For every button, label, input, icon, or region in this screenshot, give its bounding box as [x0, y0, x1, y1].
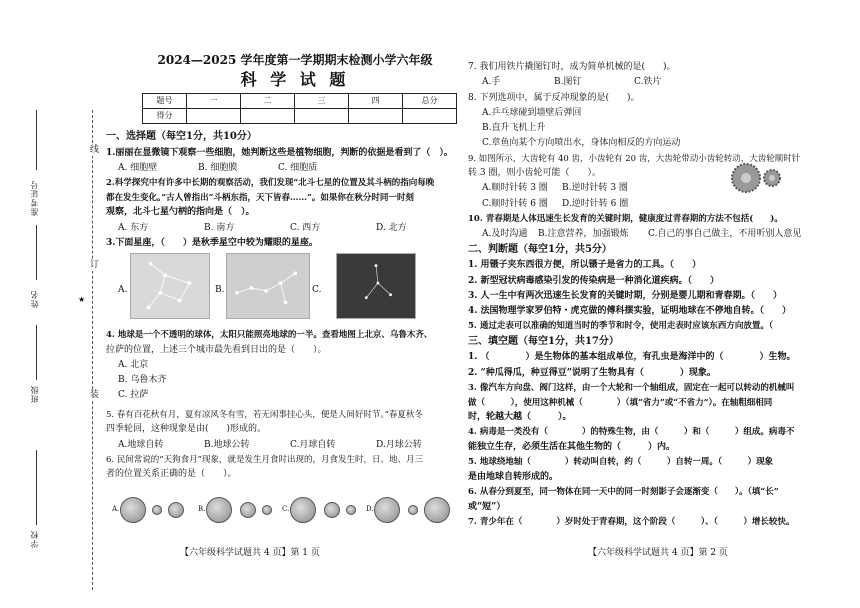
judge-4: 4. 法国物理学家罗伯特・虎克做的傅科摆实验，证明地球在不停地自转。（ ）: [468, 306, 792, 316]
question-4-line1: 4. 地球是一个不透明的球体，太阳只能照亮地球的一半。查看地图上北京、乌鲁木齐、: [106, 330, 433, 340]
fill-4-line1: 4. 病毒是一类没有（ ）的特殊生物，由（ ）和（ ）组成。病毒不: [468, 427, 795, 438]
score-cell: [403, 109, 457, 124]
question-6-line2: 者的位置关系正确的是（ ）。: [106, 469, 237, 480]
option: B.图钉: [554, 77, 582, 88]
section-judge-title: 二、判断题（每空1分，共5分）: [468, 243, 612, 255]
q9-options-row1: [468, 183, 853, 194]
exam-no-label: 准考证号: [30, 180, 39, 216]
judge-2: 2. 新型冠状病毒感染引发的传染病是一种消化道疾病。（ ）: [468, 275, 720, 286]
score-cell: [187, 109, 241, 124]
q6-label-b: B.: [198, 505, 206, 513]
question-5-line1: 5. 春有百花秋有月，夏有凉风冬有雪，若无闲事挂心头，便是人间好时节。”春夏秋冬: [106, 409, 423, 420]
judge-3: 3. 人一生中有两次迅速生长发育的关键时期，分别是婴儿期和青春期。（ ）: [468, 290, 783, 301]
sun-icon: [374, 497, 400, 523]
earth-icon: [290, 497, 316, 523]
score-cell: 题号: [143, 94, 187, 109]
q4-option-a: A. 北京: [118, 359, 149, 370]
question-6-line1: 6. 民间常说的“天狗食月”现象，就是发生月食时出现的，月食发生时，日、地、月三: [106, 454, 424, 465]
option: C.自己的事自己做主，不用听别人意见: [648, 228, 802, 239]
binding-dash-line: [92, 110, 93, 590]
score-cell: [241, 109, 295, 124]
judge-5: 5. 通过走表可以准确的知道当时的季节和时令，使用走表时应该东西方向放置。（: [468, 321, 774, 332]
question-2-line3: 观察，北斗七星勺柄的指向是（ ）。: [106, 207, 255, 218]
score-cell: [349, 109, 403, 124]
fill-3-line2: 做（ ），使用这种机械（ ）（填“省力”或“不省力”）。在轴粗细相同: [468, 397, 773, 408]
q4-option-b: B. 乌鲁木齐: [118, 375, 167, 386]
score-cell: 一: [187, 94, 241, 109]
question-2-line2: 都在发生变化。”古人曾指出“斗柄东指，天下皆春……”。如果你在秋分时同一时刻: [106, 192, 414, 203]
score-cell: 四: [349, 94, 403, 109]
school-line: [36, 450, 37, 525]
binding-margin: [0, 0, 100, 608]
q7-options: [468, 77, 853, 88]
question-7: 7. 我们用铁片撬图钉时，成为简单机械的是( )。: [468, 62, 676, 72]
small-gear-icon: [762, 168, 782, 188]
class-line: [36, 325, 37, 380]
earth-icon: [168, 502, 184, 518]
fill-5-line2: 是由地球自转形成的。: [468, 471, 559, 482]
footer-page-1: 【六年级科学试题共 4 页】第 1 页: [180, 548, 320, 558]
option: C.顺时针转 6 圈: [482, 198, 548, 209]
question-2-line1: 2.科学探究中有许多中长期的观察活动，我们发现“北斗七星的位置及其斗柄的指向每晚: [106, 178, 435, 188]
q2-options: [106, 223, 456, 234]
score-table: [142, 93, 457, 124]
option: B.地球公转: [204, 439, 250, 450]
bind-char-3: 装: [90, 390, 100, 400]
q6-label-a: A.: [112, 505, 120, 513]
option: A. 东方: [118, 222, 149, 233]
fill-7: 7. 青少年在（ ）岁时处于青春期，这个阶段（ ）、（ ）增长较快。: [468, 517, 795, 527]
q4-option-c: C. 拉萨: [118, 390, 149, 401]
moon-icon: [408, 505, 418, 515]
option: C.月球自转: [290, 439, 336, 450]
fill-3-line3: 时，轮越大越（ ）。: [468, 412, 572, 423]
question-8: 8. 下列选项中，属于反冲现象的是( )。: [468, 92, 640, 103]
q10-options: [468, 229, 853, 240]
fill-3-line1: 3. 像汽车方向盘、阀门这样，由一个大轮和一个轴组成，固定在一起可以转动的机械叫: [468, 382, 795, 393]
q8-option-a: A.乒乓球碰到墙壁后弹回: [482, 107, 582, 118]
score-header-row: [143, 94, 457, 109]
question-4-line2: 拉萨的位置，上述三个城市最先看到日出的是（ ）。: [106, 344, 327, 355]
option: A.手: [482, 77, 501, 88]
option: B.逆时针转 3 圈: [562, 183, 628, 194]
fill-1: 1. （ ）是生物体的基本组成单位，有孔虫是海洋中的（ ）生物。: [468, 352, 796, 363]
q5-options: [106, 440, 456, 451]
q3-label-a: A.: [118, 285, 128, 295]
footer-page-2: 【六年级科学试题共 4 页】第 2 页: [588, 548, 728, 558]
exam-subtitle: 科 学 试 题: [240, 70, 350, 89]
option: A.及时沟通: [482, 228, 528, 239]
score-cell: 总分: [403, 94, 457, 109]
score-cell: 三: [295, 94, 349, 109]
question-9-line2: 转 3 圈，则小齿轮可能（ ）。: [468, 168, 601, 179]
constellation-image-a: [130, 253, 210, 319]
exam-no-line: [36, 110, 37, 170]
option: A.顺时针转 3 圈: [482, 183, 548, 194]
option: A. 细胞壁: [118, 162, 158, 173]
earth-icon: [424, 497, 450, 523]
fill-2: 2. “种瓜得瓜，种豆得豆”说明了生物具有（ ）现象。: [468, 367, 716, 378]
constellation-image-b: [226, 253, 310, 319]
score-cell: 得分: [143, 109, 187, 124]
option: A.地球自转: [118, 439, 164, 450]
fill-5-line1: 5. 地球绕地轴（ ）转动叫自转，约（ ）自转一周。（ ）现象: [468, 457, 774, 468]
q3-label-c: C.: [312, 285, 322, 295]
moon-icon: [262, 505, 272, 515]
option: C.铁片: [634, 77, 662, 88]
q6-label-d: D.: [366, 505, 374, 513]
left-column: [106, 131, 456, 253]
class-label: 班级: [30, 385, 39, 403]
option: D.月球公转: [376, 439, 422, 450]
option: C. 细胞质: [278, 162, 318, 173]
q6-label-c: C.: [282, 505, 290, 513]
question-1: 1.丽丽在显微镜下观察一些细胞，她判断这些是植物细胞，判断的依据是看到了（ ）。: [106, 147, 453, 158]
school-label: 学校: [30, 530, 39, 548]
sun-icon: [324, 502, 340, 518]
score-cell: [295, 109, 349, 124]
large-gear-icon: [728, 160, 764, 196]
q9-options-row2: [468, 199, 853, 210]
right-column: [468, 62, 853, 532]
fill-6-line2: 或“短”）: [468, 501, 506, 512]
q3-label-b: B.: [215, 285, 225, 295]
option: D.逆时针转 6 圈: [562, 198, 629, 209]
q8-option-b: B.直升飞机上升: [482, 123, 546, 133]
question-10: 10. 青春期是人体迅速生长发育的关键时期，健康度过青春期的方法不包括( )。: [468, 213, 783, 224]
option: B. 细胞膜: [198, 162, 238, 173]
name-label: 姓名: [30, 290, 39, 308]
score-cell: 二: [241, 94, 295, 109]
left-column-lower: [106, 330, 456, 485]
exam-title: 2024—2025 学年度第一学期期末检测小学六年级: [157, 53, 433, 67]
bind-char-1: 线: [90, 145, 100, 155]
earth-icon: [240, 502, 256, 518]
constellation-image-c: [336, 253, 416, 319]
option: C. 西方: [290, 222, 321, 233]
moon-icon: [152, 505, 162, 515]
score-value-row: [143, 109, 457, 124]
sun-icon: [120, 497, 146, 523]
question-9-line1: 9. 如图所示，大齿轮有 40 齿，小齿轮有 20 齿，大齿轮带动小齿轮转动，大齿轮顺时针: [468, 153, 801, 164]
option: B.注意营养，加强锻炼: [538, 228, 629, 239]
q6-diagrams: [112, 497, 452, 525]
bind-char-2: 订: [90, 260, 100, 270]
moon-icon: [346, 505, 356, 515]
sun-icon: [206, 497, 232, 523]
star-mark: ★: [78, 295, 86, 304]
option: D. 北方: [376, 222, 407, 233]
q8-option-c: C.章鱼向某个方向喷出水，身体向相反的方向运动: [482, 138, 681, 149]
section-choice-title: 一、选择题（每空1分，共10分）: [106, 131, 257, 142]
question-5-line2: 四季轮回，这种现象是由( )形成的。: [106, 424, 267, 435]
question-3: 3.下面星座，（ ）是秋季星空中较为耀眼的星座。: [106, 237, 318, 248]
section-fill-title: 三、填空题（每空1分，共17分）: [468, 335, 619, 347]
name-line: [36, 225, 37, 280]
q1-options: [106, 163, 456, 174]
option: B. 南方: [204, 222, 235, 233]
fill-6-line1: 6. 从春分到夏至，同一物体在同一天中的同一时刻影子会逐渐变（ ）。（填“长”: [468, 487, 779, 498]
fill-4-line2: 能独立生存，必须生活在其他生物的（ ）内。: [468, 442, 676, 452]
judge-1: 1. 用镊子夹东西很方便，所以镊子是省力的工具。（ ）: [468, 260, 702, 271]
